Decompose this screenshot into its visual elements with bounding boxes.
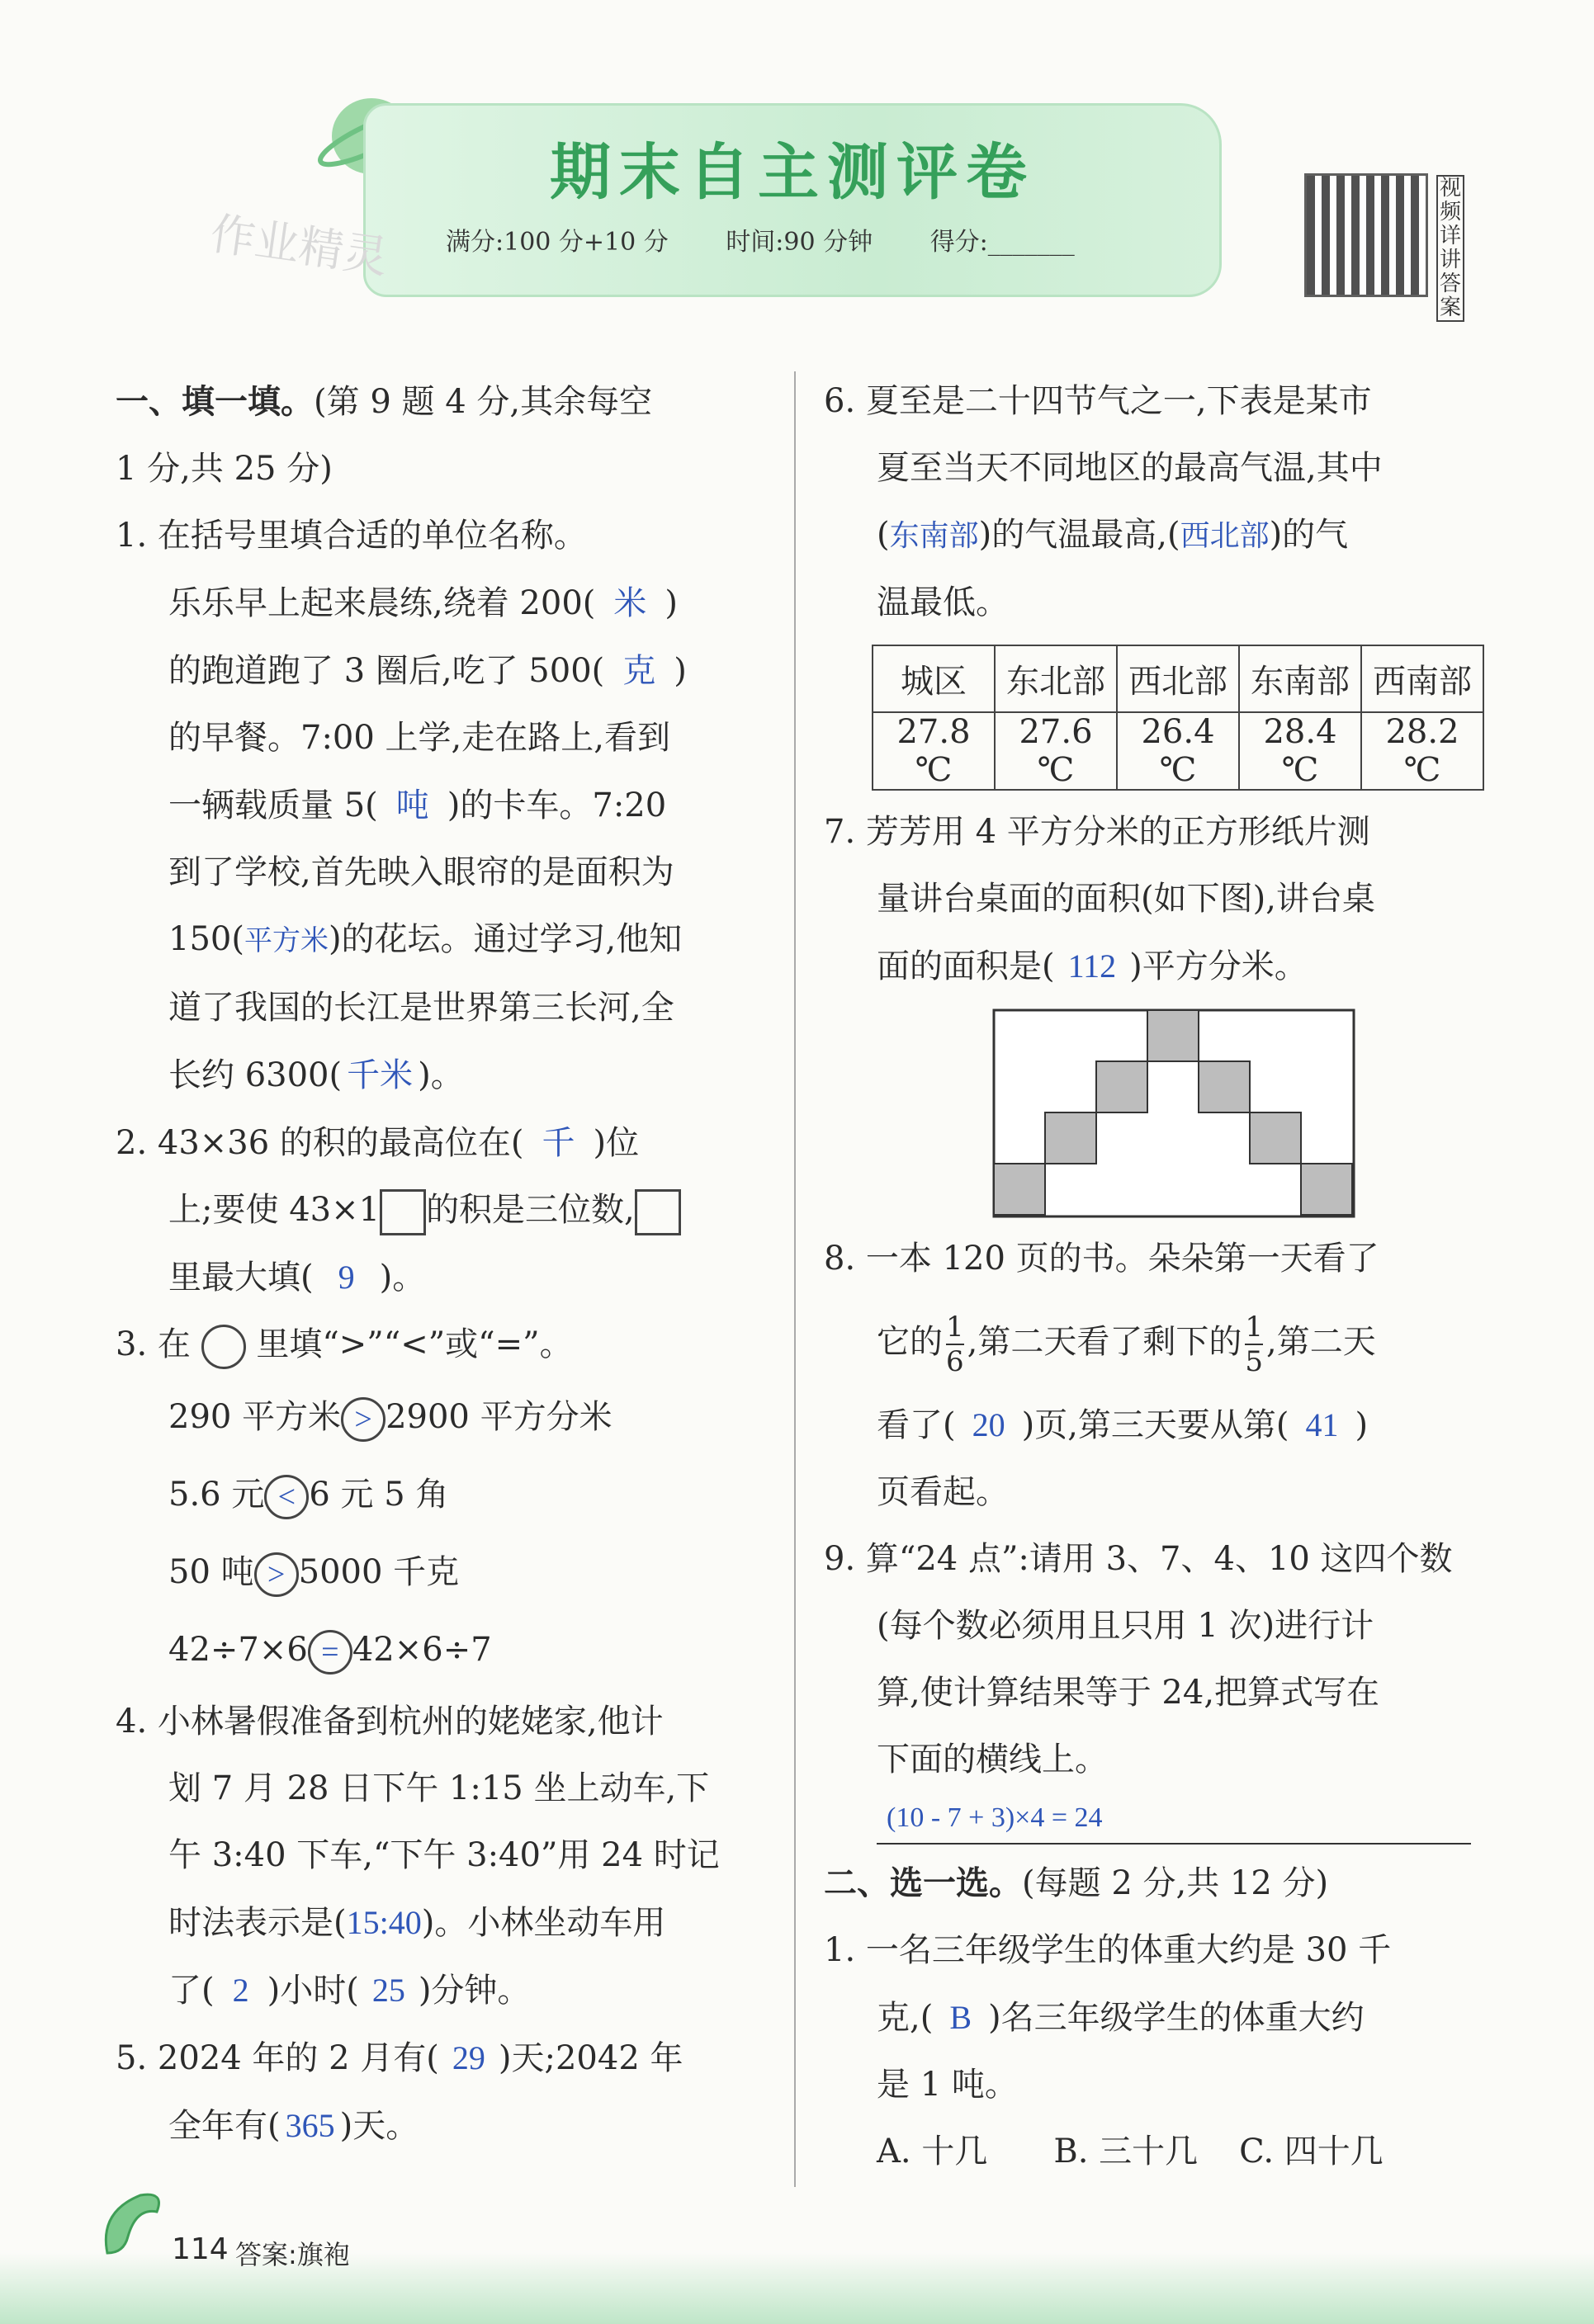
footer-label: 答案:旗袍 — [235, 2239, 350, 2270]
section1-note: (第 9 题 4 分,其余每空 — [314, 383, 653, 421]
q1-line: 长约 6300( — [168, 1056, 343, 1094]
blank-box — [635, 1189, 681, 1235]
q8-line: ,第二天看了剩下的 — [967, 1323, 1242, 1361]
fraction — [946, 1311, 964, 1378]
q3-line: 里填“>”“<”或“=”。 — [256, 1325, 573, 1363]
q7-num: 7. — [824, 813, 856, 851]
answer: 29 — [452, 2039, 485, 2076]
table-header-cell: 城区 — [873, 645, 995, 712]
exam-info — [446, 221, 1075, 257]
answer: 20 — [972, 1406, 1005, 1443]
q1-line: 到了学校,首先映入眼帘的是面积为 — [168, 853, 674, 891]
q5-line: 2024 年的 2 月有( — [157, 2039, 439, 2077]
section1-note2: 1 分,共 25 分) — [116, 450, 333, 488]
q7-line: 量讲台桌面的面积(如下图),讲台桌 — [877, 880, 1375, 918]
q6-line: 夏至是二十四节气之一,下表是某市 — [865, 382, 1372, 420]
q4-line: 午 3:40 下车,“下午 3:40”用 24 时记 — [168, 1836, 720, 1874]
q4-line: )小时( — [267, 1972, 359, 2010]
q4-line: 时法表示是( — [168, 1904, 347, 1942]
table-value-cell: 26.4 ℃ — [1117, 712, 1239, 790]
q9-answer: (10 - 7 + 3)×4 = 24 — [877, 1793, 1471, 1845]
q2-line: 的积是三位数, — [426, 1191, 635, 1229]
q2-num: 2. — [116, 1124, 148, 1162]
answer: 西北部 — [1180, 519, 1270, 552]
table-value-cell: 27.8 ℃ — [873, 712, 995, 790]
q5-line: )天;2042 年 — [498, 2039, 683, 2077]
q1-line: )的卡车。7:20 — [447, 786, 667, 824]
q6-line: 夏至当天不同地区的最高气温,其中 — [877, 449, 1383, 487]
q7-line: 面的面积是( — [877, 947, 1055, 985]
q3-line: 在 — [157, 1325, 191, 1363]
s2q1-line: )名三年级学生的体重大约 — [988, 1999, 1365, 2037]
score-blank: _______ — [987, 228, 1075, 257]
compare-right: 6 元 5 角 — [309, 1476, 449, 1514]
q8-line: 它的 — [877, 1323, 943, 1361]
numerator: 1 — [946, 1311, 964, 1344]
q8-line: )页,第三天要从第( — [1021, 1406, 1289, 1444]
column-divider — [794, 371, 796, 2187]
q1-line: 的跑道跑了 3 圈后,吃了 500( — [168, 652, 605, 690]
q5-line: 全年有( — [168, 2107, 281, 2145]
q6-line: 温最低。 — [877, 583, 1009, 621]
answer: 米 — [613, 584, 647, 621]
q4-num: 4. — [116, 1703, 148, 1741]
section1-title: 一、填一填。 — [116, 382, 314, 421]
q4-line: )。小林坐动车用 — [421, 1904, 666, 1942]
compare-answer: > — [341, 1397, 385, 1442]
table-value-row — [873, 712, 1483, 790]
compare-left: 50 吨 — [168, 1553, 254, 1591]
answer: 吨 — [395, 786, 429, 824]
answer: 9 — [338, 1259, 355, 1296]
table-value-cell: 28.2 ℃ — [1361, 712, 1483, 790]
q2-line: 上;要使 43×1 — [168, 1191, 381, 1229]
q5-num: 5. — [116, 2039, 148, 2077]
answer: 平方米 — [244, 926, 329, 957]
q6-line: ( — [877, 516, 890, 554]
fraction — [1245, 1311, 1263, 1378]
answer: 东南部 — [889, 519, 979, 552]
q1-line: ) — [665, 584, 678, 622]
q1-line: )的花坛。通过学习,他知 — [328, 920, 683, 958]
s2q1-line: 一名三年级学生的体重大约是 30 千 — [865, 1931, 1392, 1969]
compare-answer: > — [254, 1552, 299, 1597]
q8-line: 一本 120 页的书。朵朵第一天看了 — [865, 1240, 1379, 1278]
q9-line: 算,使计算结果等于 24,把算式写在 — [877, 1674, 1380, 1712]
q4-line: )分钟。 — [418, 1972, 531, 2010]
compare-left: 5.6 元 — [168, 1476, 265, 1514]
q6-num: 6. — [824, 382, 856, 420]
time-limit: 时间:90 分钟 — [726, 228, 873, 257]
answer: 千 — [542, 1124, 575, 1161]
watermark: 作业精灵 — [207, 207, 391, 284]
left-column — [116, 368, 776, 2160]
circle-icon — [201, 1325, 246, 1369]
q8-line: 页看起。 — [877, 1473, 1009, 1511]
compare-right: 2900 平方分米 — [385, 1398, 613, 1436]
answer: 克 — [622, 652, 656, 689]
q8-line: ) — [1355, 1406, 1369, 1444]
q1-num: 1. — [116, 517, 148, 555]
dolphin-icon — [91, 2179, 173, 2270]
q1-line: 的早餐。7:00 上学,走在路上,看到 — [168, 719, 670, 757]
compare-left: 42÷7×6 — [168, 1631, 308, 1669]
table-header-cell: 西北部 — [1117, 645, 1239, 712]
page-title: 期末自主测评卷 — [550, 137, 1035, 208]
blank-box — [380, 1189, 426, 1235]
temperature-table — [872, 645, 1484, 791]
q5-line: )天。 — [339, 2107, 419, 2145]
q4-line: 小林暑假准备到杭州的姥姥家,他计 — [157, 1703, 664, 1741]
right-column — [824, 368, 1484, 2185]
full-marks: 满分:100 分+10 分 — [446, 228, 669, 257]
qr-code-icon — [1304, 173, 1428, 297]
section2-title: 二、选一选。 — [824, 1863, 1022, 1902]
compare-right: 42×6÷7 — [352, 1631, 492, 1669]
answer: 25 — [371, 1972, 405, 2009]
score-label: 得分: — [929, 228, 988, 257]
q8-line: ,第二天 — [1266, 1323, 1376, 1361]
s2q1-line: 克,( — [877, 1999, 934, 2037]
q6-line: )的气温最高,( — [978, 516, 1180, 554]
compare-left: 290 平方米 — [168, 1398, 342, 1436]
q6-line: )的气 — [1269, 516, 1349, 554]
qr-label: 视频详讲答案 — [1436, 175, 1464, 322]
option-b: B. 三十几 — [1053, 2133, 1199, 2170]
table-header-cell: 西南部 — [1361, 645, 1483, 712]
desk-diagram — [992, 1008, 1355, 1219]
denominator: 6 — [946, 1345, 964, 1378]
table-header-cell: 东南部 — [1239, 645, 1361, 712]
s2q1-num: 1. — [824, 1931, 856, 1969]
answer: 15:40 — [346, 1904, 422, 1941]
answer: 41 — [1305, 1406, 1339, 1443]
q1-text: 在括号里填合适的单位名称。 — [157, 517, 587, 555]
q7-line: )平方分米。 — [1129, 947, 1308, 985]
answer: B — [949, 1999, 972, 2036]
q2-line: 43×36 的积的最高位在( — [157, 1124, 524, 1162]
compare-right: 5000 千克 — [298, 1553, 460, 1591]
q1-line: 150( — [168, 920, 244, 958]
q1-line: )。 — [418, 1056, 464, 1094]
q2-line: 里最大填( — [168, 1259, 314, 1297]
q8-num: 8. — [824, 1240, 856, 1278]
q3-num: 3. — [116, 1325, 148, 1363]
q2-line: )。 — [379, 1259, 426, 1297]
s2q1-line: 是 1 吨。 — [877, 2066, 1018, 2104]
q9-line: 算“24 点”:请用 3、7、4、10 这四个数 — [865, 1540, 1453, 1578]
answer: 112 — [1067, 947, 1117, 985]
compare-answer: < — [264, 1475, 309, 1519]
q1-line: 道了我国的长江是世界第三长河,全 — [168, 989, 674, 1027]
q4-line: 划 7 月 28 日下午 1:15 坐上动车,下 — [168, 1769, 710, 1807]
q1-line: 乐乐早上起来晨练,绕着 200( — [168, 584, 596, 622]
page-number: 114 — [172, 2232, 229, 2266]
section2-note: (每题 2 分,共 12 分) — [1022, 1864, 1329, 1902]
q4-line: 了( — [168, 1972, 215, 2010]
q2-line: )位 — [593, 1124, 640, 1162]
answer: 365 — [285, 2107, 335, 2144]
table-value-cell: 27.6 ℃ — [995, 712, 1117, 790]
option-c: C. 四十几 — [1239, 2133, 1384, 2170]
table-header-cell: 东北部 — [995, 645, 1117, 712]
table-value-cell: 28.4 ℃ — [1239, 712, 1361, 790]
table-header-row — [873, 645, 1483, 712]
q7-line: 芳芳用 4 平方分米的正方形纸片测 — [865, 813, 1370, 851]
answer: 2 — [232, 1972, 249, 2009]
q8-line: 看了( — [877, 1406, 956, 1444]
denominator: 5 — [1245, 1345, 1263, 1378]
numerator: 1 — [1245, 1311, 1263, 1344]
q1-line: 一辆载质量 5( — [168, 786, 378, 824]
answer: 千米 — [347, 1056, 414, 1094]
q9-num: 9. — [824, 1540, 856, 1578]
option-a: A. 十几 — [877, 2133, 988, 2170]
q1-line: ) — [674, 652, 687, 690]
q9-line: (每个数必须用且只用 1 次)进行计 — [877, 1607, 1374, 1645]
q9-line: 下面的横线上。 — [877, 1741, 1108, 1778]
compare-answer: = — [308, 1630, 352, 1675]
